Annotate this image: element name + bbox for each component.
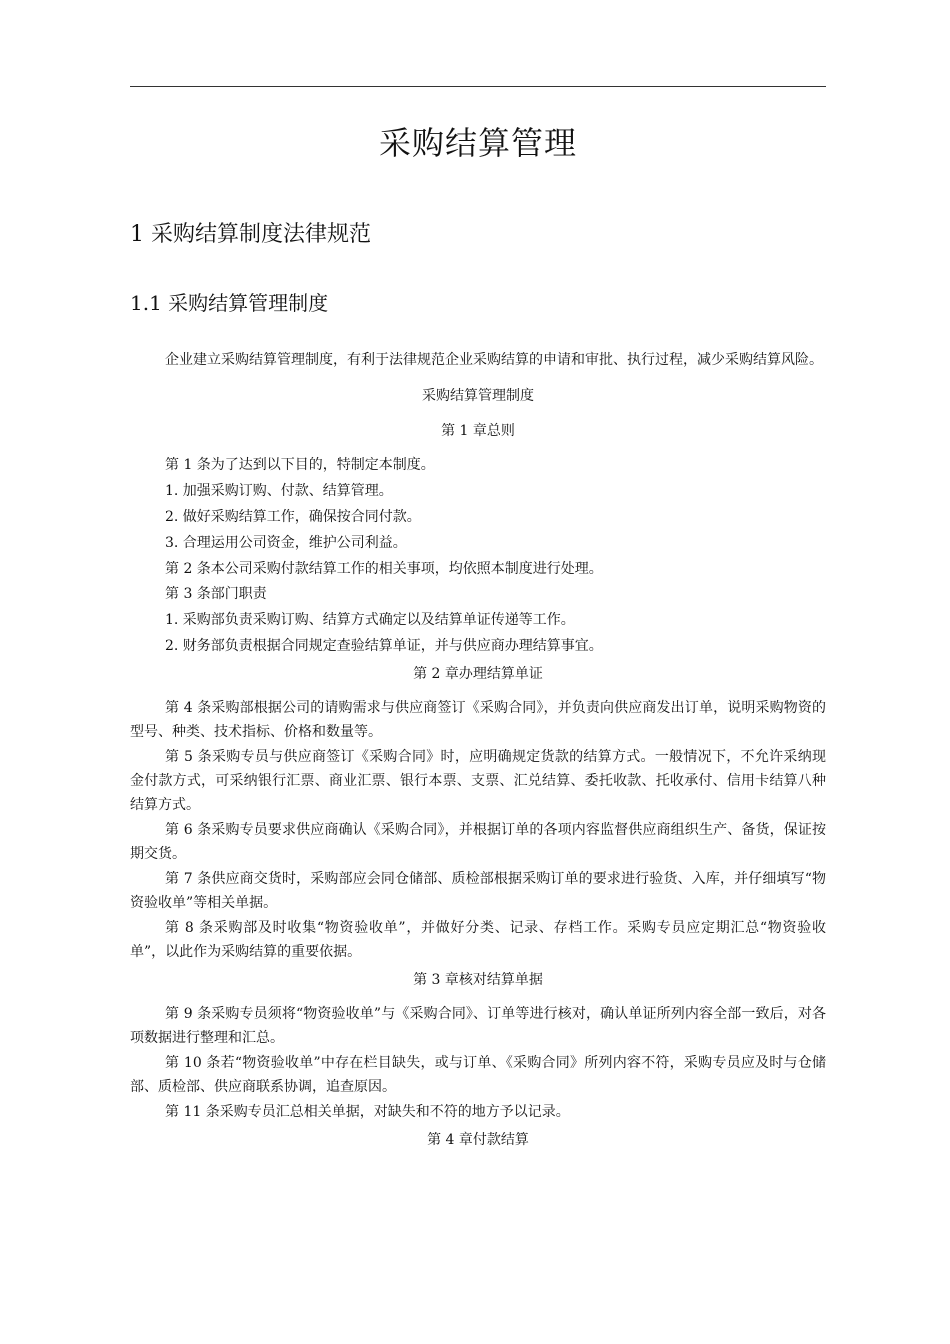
article-6: 第 6 条采购专员要求供应商确认《采购合同》，并根据订单的各项内容监督供应商组织生产、备货，保证按期交货。	[130, 822, 826, 862]
section-heading-1: 1 采购结算制度法律规范	[130, 222, 371, 247]
regulation-title: 采购结算管理制度	[422, 388, 534, 404]
list-item: 2. 做好采购结算工作，确保按合同付款。	[165, 509, 421, 525]
article-3: 第 3 条部门职责	[165, 586, 267, 602]
chapter-1-title: 第 1 章总则	[441, 423, 515, 439]
article-5: 第 5 条采购专员与供应商签订《采购合同》时，应明确规定货款的结算方式。一般情况下，不允许采纳现金付款方式，可采纳银行汇票、商业汇票、银行本票、支票、汇兑结算、委托收款、托收承付、信用卡结算八种结算方式。	[130, 749, 826, 813]
article-9: 第 9 条采购专员须将“物资验收单”与《采购合同》、订单等进行核对，确认单证所列内容全部一致后，对各项数据进行整理和汇总。	[130, 1006, 826, 1046]
article-8: 第 8 条采购部及时收集“物资验收单”，并做好分类、记录、存档工作。采购专员应定期汇总“物资验收单”，以此作为采购结算的重要依据。	[130, 920, 826, 960]
article-2: 第 2 条本公司采购付款结算工作的相关事项，均依照本制度进行处理。	[165, 561, 603, 577]
chapter-4-title: 第 4 章付款结算	[427, 1132, 529, 1148]
article-11: 第 11 条采购专员汇总相关单据，对缺失和不符的地方予以记录。	[165, 1104, 570, 1120]
list-item: 1. 采购部负责采购订购、结算方式确定以及结算单证传递等工作。	[165, 612, 575, 628]
article-1: 第 1 条为了达到以下目的，特制定本制度。	[165, 457, 435, 473]
header-rule	[130, 86, 826, 87]
list-item: 1. 加强采购订购、付款、结算管理。	[165, 483, 393, 499]
document-title: 采购结算管理	[378, 124, 577, 162]
article-7: 第 7 条供应商交货时，采购部应会同仓储部、质检部根据采购订单的要求进行验货、入库，并仔细填写“物资验收单”等相关单据。	[130, 871, 826, 911]
article-4: 第 4 条采购部根据公司的请购需求与供应商签订《采购合同》，并负责向供应商发出订单，说明采购物资的型号、种类、技术指标、价格和数量等。	[130, 700, 826, 740]
chapter-2-title: 第 2 章办理结算单证	[413, 666, 543, 682]
chapter-3-title: 第 3 章核对结算单据	[413, 972, 543, 988]
list-item: 2. 财务部负责根据合同规定查验结算单证，并与供应商办理结算事宜。	[165, 638, 603, 654]
list-item: 3. 合理运用公司资金，维护公司利益。	[165, 535, 407, 551]
article-10: 第 10 条若“物资验收单”中存在栏目缺失，或与订单、《采购合同》所列内容不符，采购专员应及时与仓储部、质检部、供应商联系协调，追查原因。	[130, 1055, 826, 1095]
intro-paragraph: 企业建立采购结算管理制度，有利于法律规范企业采购结算的申请和审批、执行过程，减少采购结算风险。	[165, 352, 823, 368]
section-heading-1-1: 1.1 采购结算管理制度	[130, 291, 329, 315]
document-body	[130, 348, 826, 1162]
